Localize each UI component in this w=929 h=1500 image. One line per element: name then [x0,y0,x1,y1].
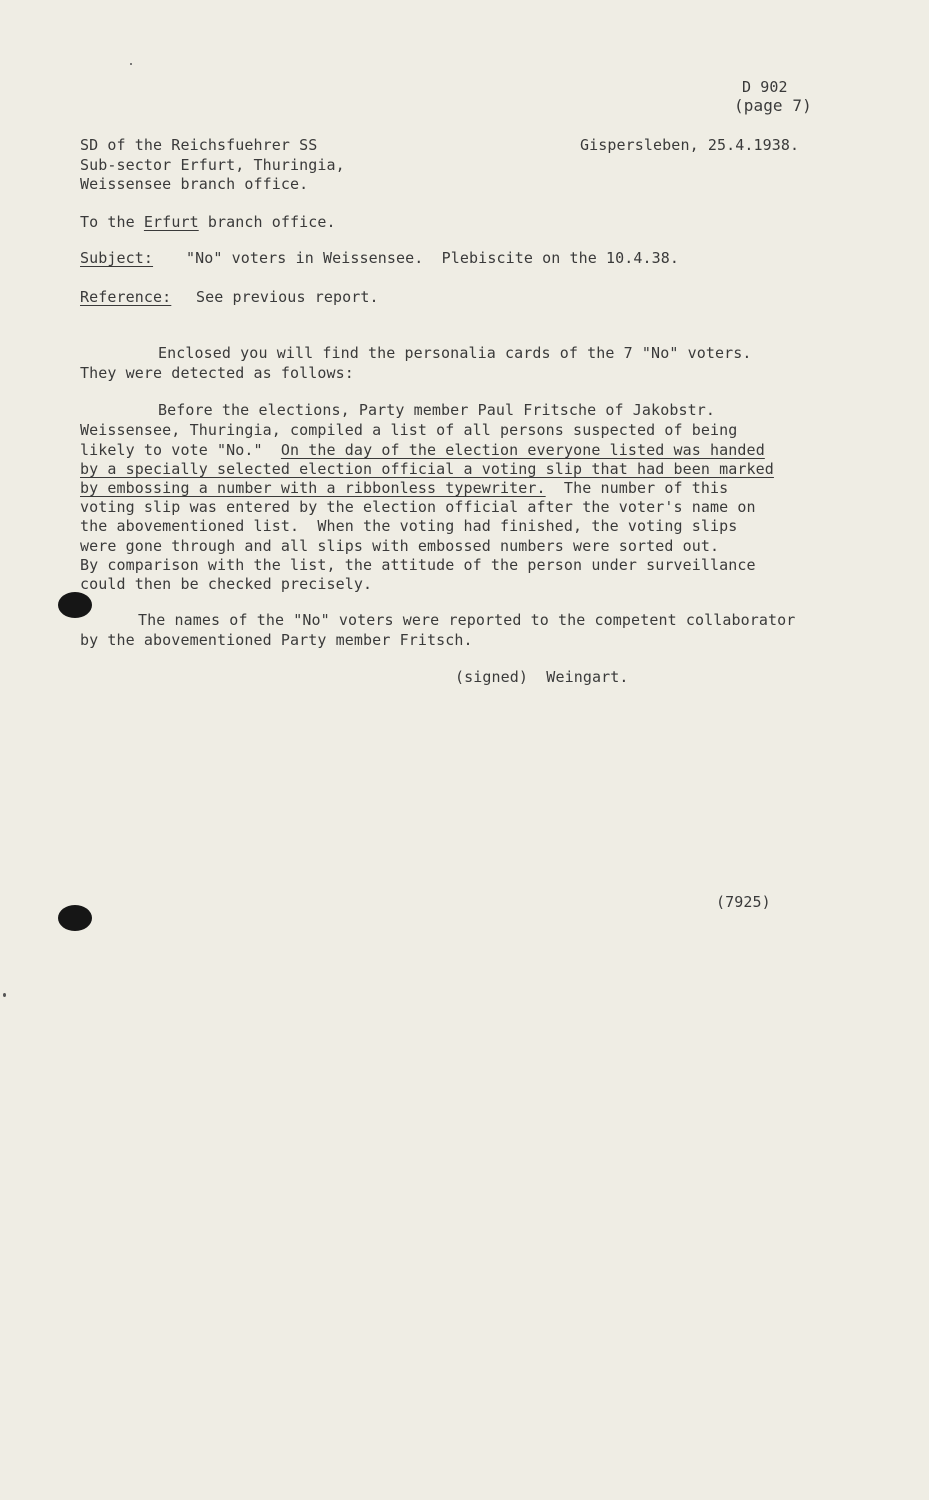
body-line: They were detected as follows: [80,364,354,382]
underlined-passage: On the day of the election everyone listed was handed [280,441,765,459]
body-line: voting slip was entered by the election official after the voter's name on [80,498,756,516]
underlined-passage: by embossing a number with a ribbonless typewriter. [80,479,546,497]
signature: (signed) Weingart. [455,668,629,686]
subject-text: "No" voters in Weissensee. Plebiscite on the 10.4.38. [186,249,680,267]
sender-line: Sub-sector Erfurt, Thuringia, [80,156,345,174]
body-line: by embossing a number with a ribbonless typewriter. The number of this [80,479,729,497]
paper-speck [130,63,132,65]
place-date: Gispersleben, 25.4.1938. [580,136,800,154]
body-line: The names of the "No" voters were reported to the competent collaborator [138,611,796,629]
body-line: likely to vote "No." On the day of the election everyone listed was handed [80,441,765,459]
page-number: (page 7) [734,96,812,115]
body-line: By comparison with the list, the attitude of the person under surveillance [80,556,756,574]
punch-hole [58,592,92,618]
body-line: the abovementioned list. When the voting had finished, the voting slips [80,517,738,535]
reference-label: Reference: [80,288,172,306]
underlined-passage: by a specially selected election official a voting slip that had been marked [80,460,774,478]
addressee: To the Erfurt branch office. [80,213,336,231]
reference-text: See previous report. [196,288,379,306]
footer-number: (7925) [716,893,771,911]
body-line: could then be checked precisely. [80,575,373,593]
punch-hole [58,905,92,931]
body-line: Weissensee, Thuringia, compiled a list of all persons suspected of being [80,421,738,439]
addressee-city: Erfurt [143,213,199,231]
body-line: Before the elections, Party member Paul Fritsche of Jakobstr. [158,401,715,419]
body-line: were gone through and all slips with embossed numbers were sorted out. [80,537,720,555]
subject-label: Subject: [80,249,154,267]
sender-line: SD of the Reichsfuehrer SS [80,136,318,154]
paper-speck [3,993,6,997]
document-code: D 902 [742,78,788,96]
sender-line: Weissensee branch office. [80,175,309,193]
body-line: Enclosed you will find the personalia cards of the 7 "No" voters. [158,344,752,362]
body-line: by the abovementioned Party member Fritsch. [80,631,473,649]
